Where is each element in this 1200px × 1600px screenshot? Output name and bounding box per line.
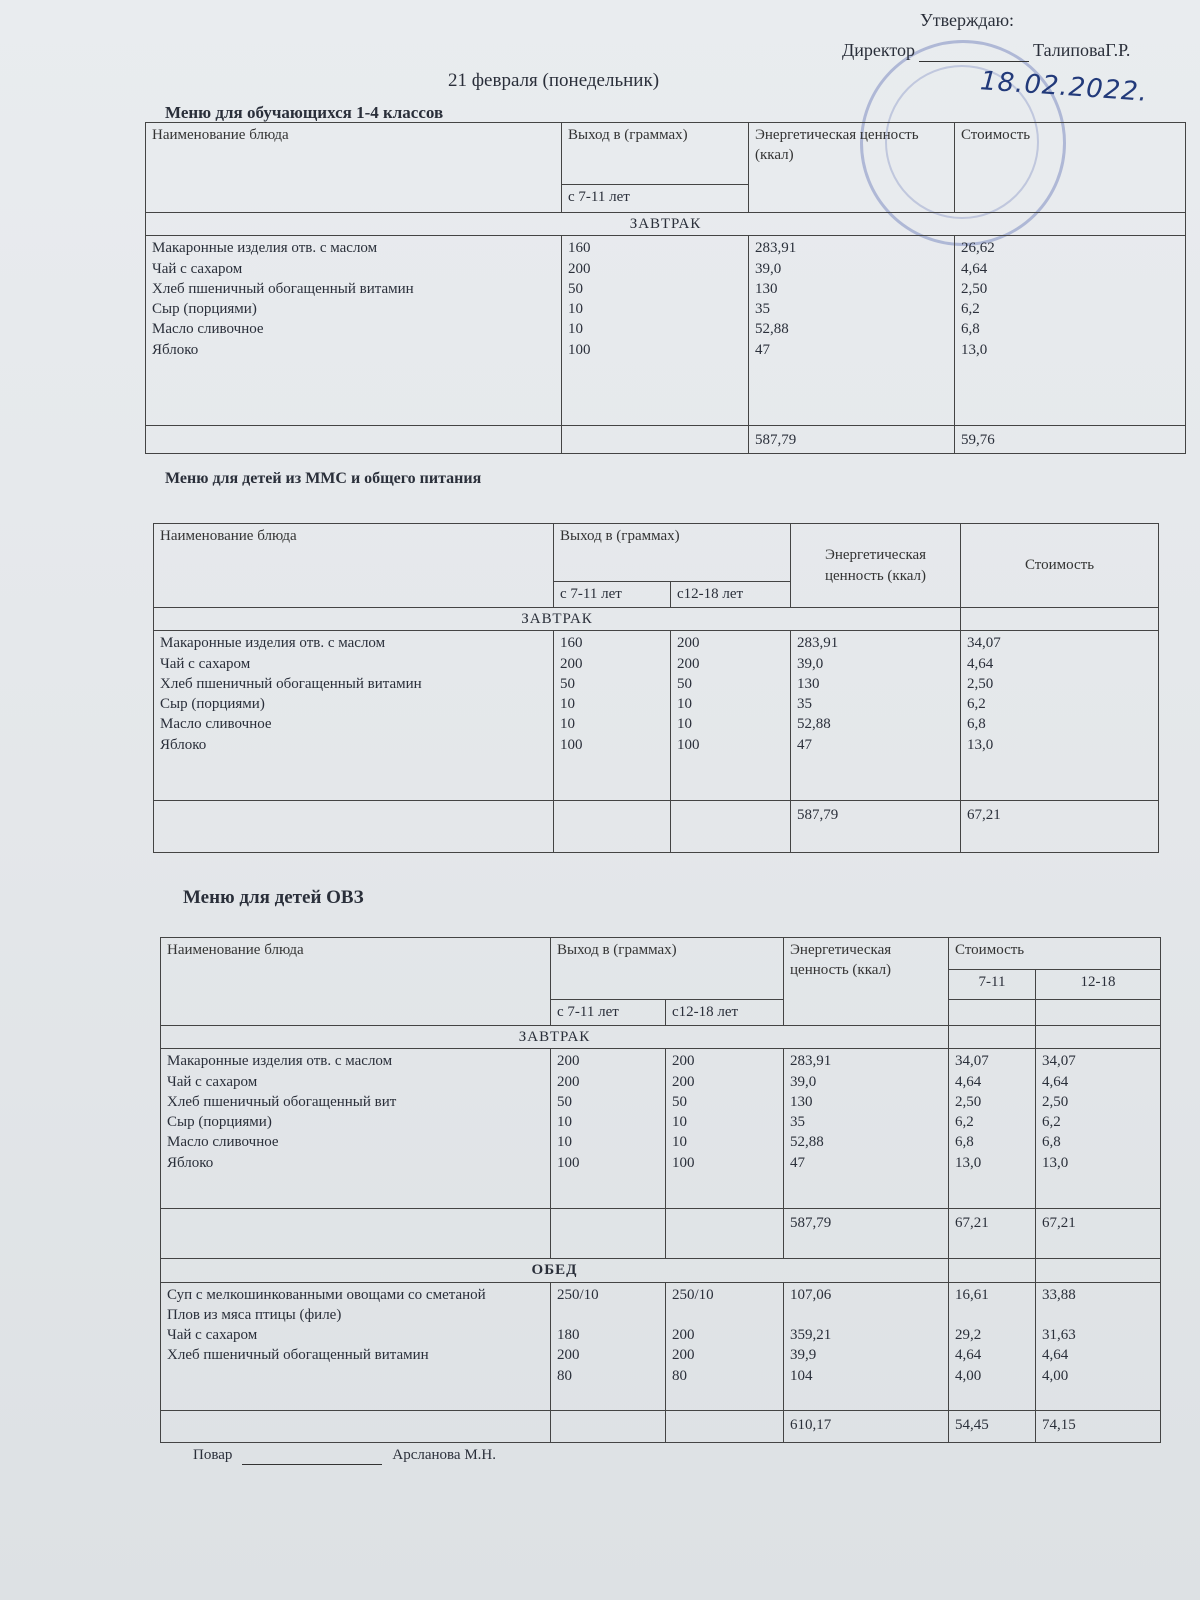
col-cost-header: Стоимость	[961, 524, 1159, 608]
cost-value: 33,88	[1042, 1286, 1076, 1303]
yield-value: 200	[677, 635, 700, 652]
dish-name: Яблоко	[160, 736, 207, 753]
energy-value: 47	[755, 341, 770, 358]
menu-date: 21 февраля (понедельник)	[448, 70, 660, 91]
energy-value: 47	[790, 1154, 806, 1171]
col-cost-header: Стоимость	[949, 938, 1161, 970]
cook-name: Арсланова М.Н.	[392, 1447, 496, 1463]
yield-value: 80	[557, 1367, 572, 1384]
energy-value: 52,88	[790, 1134, 824, 1151]
cost-value: 34,07	[1042, 1053, 1076, 1070]
cost1-values	[949, 1049, 1036, 1209]
cost-value: 4,64	[1042, 1347, 1069, 1364]
dish-name: Масло сливочное	[152, 321, 264, 338]
section-breakfast: ЗАВТРАК	[154, 608, 961, 631]
yield-value: 180	[557, 1327, 580, 1343]
energy-values	[784, 1049, 949, 1209]
energy-value: 35	[790, 1114, 806, 1130]
yield-value: 10	[560, 696, 575, 712]
dish-name: Сыр (порциями)	[167, 1114, 272, 1130]
dish-names	[154, 631, 554, 801]
cost2-values	[1036, 1049, 1161, 1209]
col-name-header: Наименование блюда	[146, 123, 562, 213]
dish-name: Чай с сахаром	[167, 1073, 258, 1090]
col-yield-header: Выход в (граммах)	[562, 123, 749, 185]
cost-value: 6,8	[967, 716, 986, 733]
energy-value: 35	[755, 301, 770, 317]
cost1-values	[949, 1282, 1036, 1410]
section-breakfast: ЗАВТРАК	[161, 1026, 949, 1049]
yield-value: 160	[568, 240, 591, 257]
table3-title: Меню для детей ОВЗ	[183, 887, 364, 908]
cost-value: 26,62	[961, 240, 995, 257]
dish-name: Суп с мелкошинкованными овощами со сметаной	[167, 1286, 486, 1303]
yield-value: 200	[557, 1053, 580, 1070]
energy-values	[749, 236, 955, 426]
signature-line	[919, 40, 1029, 62]
dish-name: Хлеб пшеничный обогащенный вит	[167, 1093, 397, 1110]
yield2-values	[671, 631, 791, 801]
energy-values	[791, 631, 961, 801]
dish-name: Макаронные изделия отв. с маслом	[152, 240, 378, 257]
age2-header: с12-18 лет	[671, 582, 791, 608]
table1-title: Меню для обучающихся 1-4 классов	[165, 103, 444, 122]
table2-title: Меню для детей из ММС и общего питания	[165, 470, 482, 487]
yield-value: 10	[557, 1134, 572, 1151]
yield-value: 10	[557, 1114, 572, 1130]
age2-header: с12-18 лет	[666, 1000, 784, 1026]
total-energy: 587,79	[784, 1209, 949, 1259]
cost-value: 13,0	[955, 1154, 982, 1171]
energy-value: 130	[790, 1093, 813, 1110]
cost-values	[961, 631, 1159, 801]
yield-value: 10	[672, 1134, 687, 1151]
col-energy-header: Энергетическая ценность (ккал)	[784, 938, 949, 1026]
cost-value: 6,8	[1042, 1134, 1061, 1151]
cost-age2-header: 12-18	[1036, 970, 1161, 1000]
energy-value: 39,0	[797, 655, 824, 672]
yield1-values	[551, 1049, 666, 1209]
yield-value: 50	[557, 1093, 572, 1110]
yield2-values	[666, 1049, 784, 1209]
energy-value: 130	[797, 675, 820, 692]
energy-value: 52,88	[797, 716, 831, 733]
yield-value: 100	[560, 736, 583, 753]
energy-value: 107,06	[790, 1286, 832, 1303]
col-name-header: Наименование блюда	[154, 524, 554, 608]
cost-value: 4,00	[1042, 1367, 1069, 1384]
dish-name: Сыр (порциями)	[160, 696, 265, 712]
director-line	[842, 40, 1130, 62]
yield1-values	[551, 1282, 666, 1410]
dish-name: Плов из мяса птицы (филе)	[167, 1306, 342, 1323]
yield-value: 200	[672, 1073, 695, 1090]
cook-label: Повар	[193, 1447, 233, 1463]
dish-name: Чай с сахаром	[160, 655, 251, 672]
cost-value: 6,8	[955, 1134, 974, 1151]
energy-value: 39,0	[755, 260, 782, 277]
yield-value: 10	[677, 716, 692, 733]
yield-value: 10	[568, 321, 583, 338]
signature-line	[242, 1447, 382, 1465]
total-cost1: 67,21	[949, 1209, 1036, 1259]
yield-value: 100	[677, 736, 700, 753]
dish-names	[161, 1282, 551, 1410]
total-cost2: 74,15	[1036, 1410, 1161, 1442]
cost-value: 4,64	[961, 260, 988, 277]
cost-value: 6,8	[961, 321, 980, 338]
yield-value: 200	[560, 655, 583, 672]
yield-value: 80	[672, 1367, 687, 1384]
energy-value: 35	[797, 696, 813, 712]
cost-value: 2,50	[1042, 1093, 1069, 1110]
col-energy-header: Энергетическая ценность (ккал)	[791, 524, 961, 608]
col-name-header: Наименование блюда	[161, 938, 551, 1026]
col-yield-header: Выход в (граммах)	[554, 524, 791, 582]
yield-value: 10	[677, 696, 692, 712]
cost-value: 13,0	[961, 341, 988, 358]
section-breakfast: ЗАВТРАК	[146, 213, 1186, 236]
menu-table-2	[153, 523, 1159, 853]
dish-names	[146, 236, 562, 426]
cost-value: 29,2	[955, 1327, 982, 1343]
cost-value: 2,50	[961, 280, 988, 297]
yield-value: 10	[560, 716, 575, 733]
cost-value: 16,61	[955, 1286, 989, 1303]
yield-value: 100	[557, 1154, 580, 1171]
total-energy: 587,79	[749, 426, 955, 453]
cost-value: 6,2	[967, 696, 986, 712]
yield-values	[562, 236, 749, 426]
yield-value: 200	[568, 260, 591, 277]
energy-value: 39,9	[790, 1347, 817, 1364]
dish-name: Макаронные изделия отв. с маслом	[167, 1053, 393, 1070]
yield-value: 200	[672, 1347, 695, 1364]
cost2-values	[1036, 1282, 1161, 1410]
cost-value: 4,64	[955, 1347, 982, 1364]
total-cost2: 67,21	[1036, 1209, 1161, 1259]
col-yield-header: Выход в (граммах)	[551, 938, 784, 1000]
age-header: с 7-11 лет	[562, 185, 749, 213]
yield-value: 10	[672, 1114, 687, 1130]
dish-name: Чай с сахаром	[167, 1327, 258, 1343]
total-cost: 67,21	[961, 801, 1159, 853]
yield-value: 250/10	[672, 1286, 714, 1303]
cost-value: 13,0	[967, 736, 994, 753]
cost-value: 34,07	[955, 1053, 989, 1070]
cost-value: 6,2	[961, 301, 980, 317]
energy-value: 359,21	[790, 1327, 832, 1343]
yield-value: 50	[677, 675, 692, 692]
energy-value: 52,88	[755, 321, 789, 338]
yield-value: 50	[560, 675, 575, 692]
yield1-values	[554, 631, 671, 801]
dish-names	[161, 1049, 551, 1209]
col-cost-header: Стоимость	[955, 123, 1186, 213]
cost-value: 4,64	[955, 1073, 982, 1090]
section-lunch: ОБЕД	[161, 1259, 949, 1282]
total-cost1: 54,45	[949, 1410, 1036, 1442]
energy-value: 283,91	[755, 240, 797, 257]
yield-value: 50	[568, 280, 583, 297]
age1-header: с 7-11 лет	[551, 1000, 666, 1026]
yield-value: 200	[557, 1073, 580, 1090]
cost-value: 31,63	[1042, 1327, 1076, 1343]
dish-name: Сыр (порциями)	[152, 301, 257, 317]
dish-name: Хлеб пшеничный обогащенный витамин	[152, 280, 414, 297]
energy-value: 283,91	[790, 1053, 832, 1070]
director-label: Директор	[842, 40, 916, 60]
director-name: ТалиповаГ.Р.	[1033, 40, 1131, 60]
energy-value: 39,0	[790, 1073, 817, 1090]
cost-value: 4,64	[967, 655, 994, 672]
cook-signature-line	[193, 1447, 496, 1465]
dish-name: Яблоко	[152, 341, 199, 358]
menu-table-1	[145, 122, 1186, 454]
yield-value: 100	[568, 341, 591, 358]
dish-name: Чай с сахаром	[152, 260, 243, 277]
dish-name: Масло сливочное	[167, 1134, 279, 1151]
dish-name: Хлеб пшеничный обогащенный витамин	[167, 1347, 429, 1364]
yield-value: 200	[672, 1053, 695, 1070]
yield2-values	[666, 1282, 784, 1410]
dish-name: Масло сливочное	[160, 716, 272, 733]
cost-value: 34,07	[967, 635, 1001, 652]
energy-value: 130	[755, 280, 778, 297]
age1-header: с 7-11 лет	[554, 582, 671, 608]
energy-value: 47	[797, 736, 813, 753]
yield-value: 100	[672, 1154, 695, 1171]
yield-value: 50	[672, 1093, 687, 1110]
dish-name: Яблоко	[167, 1154, 214, 1171]
total-energy: 587,79	[791, 801, 961, 853]
dish-name: Хлеб пшеничный обогащенный витамин	[160, 675, 422, 692]
cost-age1-header: 7-11	[949, 970, 1036, 1000]
cost-value: 4,64	[1042, 1073, 1069, 1090]
total-energy: 610,17	[784, 1410, 949, 1442]
energy-values	[784, 1282, 949, 1410]
menu-table-3	[160, 937, 1161, 1443]
cost-values	[955, 236, 1186, 426]
signature-date: 18.02.2022.	[979, 66, 1149, 108]
dish-name: Макаронные изделия отв. с маслом	[160, 635, 386, 652]
yield-value: 200	[677, 655, 700, 672]
energy-value: 104	[790, 1367, 813, 1384]
total-cost: 59,76	[955, 426, 1186, 453]
yield-value: 200	[672, 1327, 695, 1343]
cost-value: 2,50	[955, 1093, 982, 1110]
energy-value: 283,91	[797, 635, 839, 652]
col-energy-header: Энергетическая ценность (ккал)	[749, 123, 955, 213]
yield-value: 10	[568, 301, 583, 317]
approve-label: Утверждаю:	[920, 10, 1015, 30]
yield-value: 250/10	[557, 1286, 599, 1303]
cost-value: 6,2	[1042, 1114, 1061, 1130]
yield-value: 200	[557, 1347, 580, 1364]
yield-value: 160	[560, 635, 583, 652]
cost-value: 13,0	[1042, 1154, 1069, 1171]
cost-value: 6,2	[955, 1114, 974, 1130]
cost-value: 2,50	[967, 675, 994, 692]
cost-value: 4,00	[955, 1367, 982, 1384]
